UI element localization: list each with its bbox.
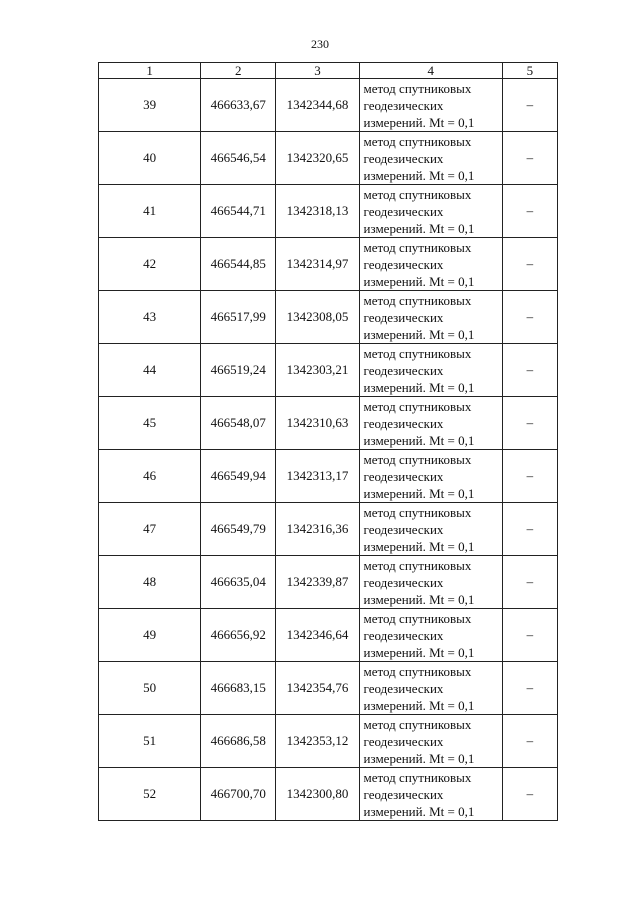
note-cell: –: [502, 344, 557, 397]
method-line: геодезических: [363, 627, 444, 643]
x-coordinate-cell: 466544,71: [201, 185, 276, 238]
method-cell: [359, 768, 502, 821]
method-cell: [359, 503, 502, 556]
method-line: измерений. Mt = 0,1: [363, 750, 475, 766]
note-cell: –: [502, 79, 557, 132]
x-coordinate-cell: 466633,67: [201, 79, 276, 132]
point-number-cell: 42: [99, 238, 201, 291]
method-line: геодезических: [363, 680, 444, 696]
method-cell: [359, 556, 502, 609]
point-number-cell: 51: [99, 715, 201, 768]
note-cell: –: [502, 397, 557, 450]
column-header-5: 5: [502, 63, 557, 79]
x-coordinate-cell: 466548,07: [201, 397, 276, 450]
method-line: геодезических: [363, 415, 444, 431]
y-coordinate-cell: 1342316,36: [276, 503, 359, 556]
method-line: метод спутниковых: [363, 716, 472, 732]
table-row: [99, 768, 558, 821]
table-row: [99, 79, 558, 132]
y-coordinate-cell: 1342344,68: [276, 79, 359, 132]
method-line: метод спутниковых: [363, 80, 472, 96]
point-number-cell: 50: [99, 662, 201, 715]
method-cell: [359, 450, 502, 503]
method-cell: [359, 238, 502, 291]
method-line: метод спутниковых: [363, 663, 472, 679]
method-line: измерений. Mt = 0,1: [363, 432, 475, 448]
table-row: [99, 609, 558, 662]
point-number-cell: 48: [99, 556, 201, 609]
table-body: [99, 79, 558, 821]
method-line: измерений. Mt = 0,1: [363, 114, 475, 130]
note-cell: –: [502, 132, 557, 185]
table-row: [99, 291, 558, 344]
method-cell: [359, 185, 502, 238]
note-cell: –: [502, 450, 557, 503]
coordinates-table: [98, 62, 558, 821]
method-line: измерений. Mt = 0,1: [363, 326, 475, 342]
method-line: метод спутниковых: [363, 398, 472, 414]
method-line: геодезических: [363, 733, 444, 749]
method-line: измерений. Mt = 0,1: [363, 485, 475, 501]
method-line: метод спутниковых: [363, 557, 472, 573]
method-line: геодезических: [363, 309, 444, 325]
point-number-cell: 52: [99, 768, 201, 821]
column-header-1: 1: [99, 63, 201, 79]
method-line: измерений. Mt = 0,1: [363, 538, 475, 554]
y-coordinate-cell: 1342320,65: [276, 132, 359, 185]
method-line: метод спутниковых: [363, 186, 472, 202]
method-line: геодезических: [363, 574, 444, 590]
method-cell: [359, 609, 502, 662]
method-line: измерений. Mt = 0,1: [363, 167, 475, 183]
point-number-cell: 41: [99, 185, 201, 238]
x-coordinate-cell: 466700,70: [201, 768, 276, 821]
method-line: геодезических: [363, 203, 444, 219]
table-row: [99, 715, 558, 768]
y-coordinate-cell: 1342310,63: [276, 397, 359, 450]
method-line: измерений. Mt = 0,1: [363, 591, 475, 607]
point-number-cell: 45: [99, 397, 201, 450]
table-row: [99, 556, 558, 609]
method-cell: [359, 291, 502, 344]
y-coordinate-cell: 1342314,97: [276, 238, 359, 291]
note-cell: –: [502, 503, 557, 556]
method-line: геодезических: [363, 521, 444, 537]
method-cell: [359, 344, 502, 397]
note-cell: –: [502, 768, 557, 821]
method-line: геодезических: [363, 362, 444, 378]
x-coordinate-cell: 466683,15: [201, 662, 276, 715]
method-line: геодезических: [363, 97, 444, 113]
method-cell: [359, 662, 502, 715]
method-line: метод спутниковых: [363, 610, 472, 626]
note-cell: –: [502, 556, 557, 609]
y-coordinate-cell: 1342354,76: [276, 662, 359, 715]
method-line: измерений. Mt = 0,1: [363, 803, 475, 819]
point-number-cell: 46: [99, 450, 201, 503]
y-coordinate-cell: 1342300,80: [276, 768, 359, 821]
x-coordinate-cell: 466549,94: [201, 450, 276, 503]
x-coordinate-cell: 466635,04: [201, 556, 276, 609]
table-row: [99, 662, 558, 715]
method-cell: [359, 397, 502, 450]
x-coordinate-cell: 466686,58: [201, 715, 276, 768]
column-header-4: 4: [359, 63, 502, 79]
note-cell: –: [502, 291, 557, 344]
method-line: измерений. Mt = 0,1: [363, 220, 475, 236]
x-coordinate-cell: 466656,92: [201, 609, 276, 662]
y-coordinate-cell: 1342313,17: [276, 450, 359, 503]
table-row: [99, 238, 558, 291]
table-row: [99, 450, 558, 503]
method-line: геодезических: [363, 786, 444, 802]
x-coordinate-cell: 466517,99: [201, 291, 276, 344]
note-cell: –: [502, 662, 557, 715]
x-coordinate-cell: 466544,85: [201, 238, 276, 291]
method-line: геодезических: [363, 468, 444, 484]
x-coordinate-cell: 466546,54: [201, 132, 276, 185]
method-line: метод спутниковых: [363, 133, 472, 149]
x-coordinate-cell: 466549,79: [201, 503, 276, 556]
column-header-2: 2: [201, 63, 276, 79]
method-cell: [359, 715, 502, 768]
table-row: [99, 344, 558, 397]
y-coordinate-cell: 1342318,13: [276, 185, 359, 238]
note-cell: –: [502, 185, 557, 238]
method-line: метод спутниковых: [363, 292, 472, 308]
page-number: 230: [311, 37, 329, 51]
point-number-cell: 44: [99, 344, 201, 397]
method-line: геодезических: [363, 150, 444, 166]
method-line: метод спутниковых: [363, 504, 472, 520]
column-header-3: 3: [276, 63, 359, 79]
table-row: [99, 503, 558, 556]
point-number-cell: 43: [99, 291, 201, 344]
method-line: метод спутниковых: [363, 239, 472, 255]
point-number-cell: 49: [99, 609, 201, 662]
method-line: геодезических: [363, 256, 444, 272]
note-cell: –: [502, 609, 557, 662]
method-line: измерений. Mt = 0,1: [363, 697, 475, 713]
x-coordinate-cell: 466519,24: [201, 344, 276, 397]
method-line: измерений. Mt = 0,1: [363, 273, 475, 289]
note-cell: –: [502, 238, 557, 291]
table-row: [99, 132, 558, 185]
point-number-cell: 40: [99, 132, 201, 185]
method-line: метод спутниковых: [363, 451, 472, 467]
point-number-cell: 47: [99, 503, 201, 556]
y-coordinate-cell: 1342346,64: [276, 609, 359, 662]
method-cell: [359, 132, 502, 185]
point-number-cell: 39: [99, 79, 201, 132]
method-line: метод спутниковых: [363, 345, 472, 361]
method-cell: [359, 79, 502, 132]
table-row: [99, 397, 558, 450]
table-row: [99, 185, 558, 238]
y-coordinate-cell: 1342303,21: [276, 344, 359, 397]
y-coordinate-cell: 1342339,87: [276, 556, 359, 609]
note-cell: –: [502, 715, 557, 768]
y-coordinate-cell: 1342353,12: [276, 715, 359, 768]
table-header-row: [99, 63, 558, 79]
method-line: метод спутниковых: [363, 769, 472, 785]
method-line: измерений. Mt = 0,1: [363, 379, 475, 395]
y-coordinate-cell: 1342308,05: [276, 291, 359, 344]
method-line: измерений. Mt = 0,1: [363, 644, 475, 660]
